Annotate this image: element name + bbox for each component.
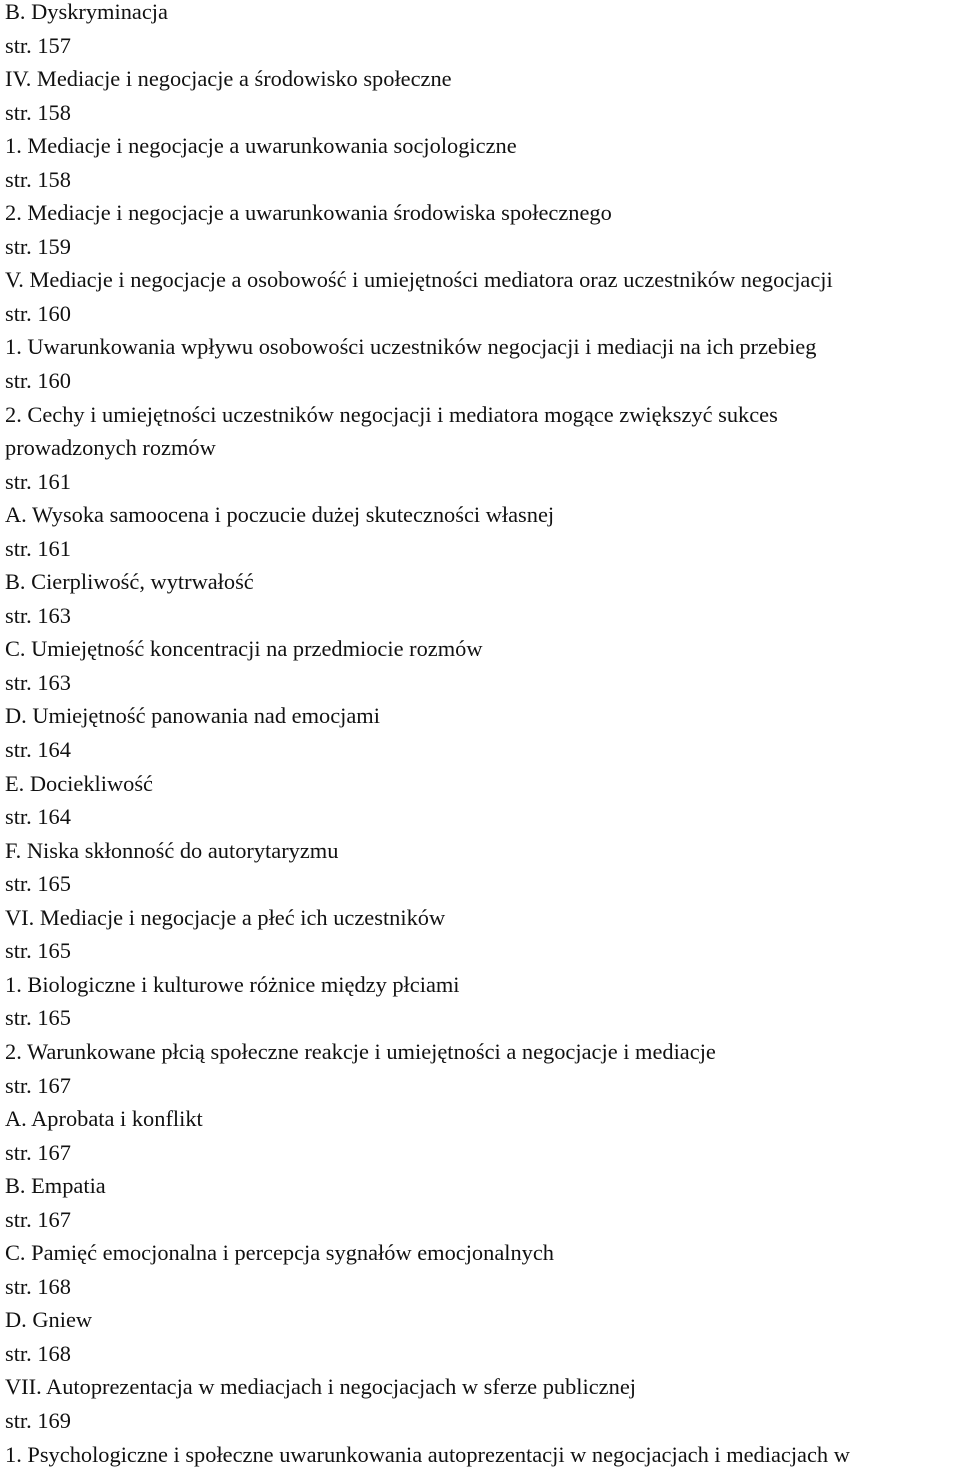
toc-entry-title: 1. Psychologiczne i społeczne uwarunkowania autoprezentacji w negocjacjach i mediacjach w [5,1441,850,1467]
toc-entry-title: D. Umiejętność panowania nad emocjami [5,703,380,729]
toc-entry-page: str. 167 [5,1206,71,1232]
toc-entry-page: str. 160 [5,300,71,326]
toc-entry-page: str. 168 [5,1340,71,1366]
toc-entry-title: B. Empatia [5,1173,106,1199]
toc-entry-page: str. 167 [5,1139,71,1165]
toc-entry-page: str. 169 [5,1407,71,1433]
toc-entry-title: F. Niska skłonność do autorytaryzmu [5,837,339,863]
toc-entry-title: VI. Mediacje i negocjacje a płeć ich uczestników [5,904,446,930]
toc-entry-title: A. Wysoka samoocena i poczucie dużej skuteczności własnej [5,502,555,528]
toc-entry-page: str. 157 [5,32,71,58]
toc-entry-page: str. 167 [5,1072,71,1098]
toc-entry-title: 1. Uwarunkowania wpływu osobowości uczestników negocjacji i mediacji na ich przebieg [5,334,817,360]
toc-entry-title: E. Dociekliwość [5,770,153,796]
toc-entry-title: 2. Mediacje i negocjacje a uwarunkowania środowiska społecznego [5,200,612,226]
toc-entry-page: str. 158 [5,99,71,125]
toc-entry-title: C. Umiejętność koncentracji na przedmiocie rozmów [5,636,483,662]
toc-entry-page: str. 161 [5,468,71,494]
toc-entry-title: A. Aprobata i konflikt [5,1106,203,1132]
toc-entry-title: 1. Biologiczne i kulturowe różnice między płciami [5,971,460,997]
toc-entry-page: str. 163 [5,669,71,695]
toc-entry-title-continued: prowadzonych rozmów [5,435,216,461]
toc-entry-title: V. Mediacje i negocjacje a osobowość i umiejętności mediatora oraz uczestników negocjacji [5,267,833,293]
toc-entry-page: str. 159 [5,233,71,259]
toc-entry-page: str. 168 [5,1273,71,1299]
toc-entry-title: B. Cierpliwość, wytrwałość [5,569,254,595]
toc-entry-title: B. Dyskryminacja [5,0,168,24]
toc-entry-title: 2. Cechy i umiejętności uczestników negocjacji i mediatora mogące zwiększyć sukces [5,401,778,427]
toc-entry-page: str. 165 [5,871,71,897]
toc-entry-title: 1. Mediacje i negocjacje a uwarunkowania socjologiczne [5,133,517,159]
toc-entry-title: 2. Warunkowane płcią społeczne reakcje i umiejętności a negocjacje i mediacje [5,1038,716,1064]
toc-entry-page: str. 160 [5,368,71,394]
toc-entry-page: str. 161 [5,535,71,561]
toc-entry-title: D. Gniew [5,1307,93,1333]
toc-entry-page: str. 163 [5,602,71,628]
toc-entry-page: str. 164 [5,737,71,763]
toc-entry-page: str. 165 [5,1005,71,1031]
toc-entry-title: C. Pamięć emocjonalna i percepcja sygnałów emocjonalnych [5,1240,554,1266]
toc-entry-title: IV. Mediacje i negocjacje a środowisko społeczne [5,66,452,92]
toc-entry-page: str. 164 [5,804,71,830]
toc-entry-page: str. 165 [5,938,71,964]
toc-entry-page: str. 158 [5,166,71,192]
table-of-contents [5,0,960,1471]
toc-entry-title: VII. Autoprezentacja w mediacjach i negocjacjach w sferze publicznej [5,1374,636,1400]
